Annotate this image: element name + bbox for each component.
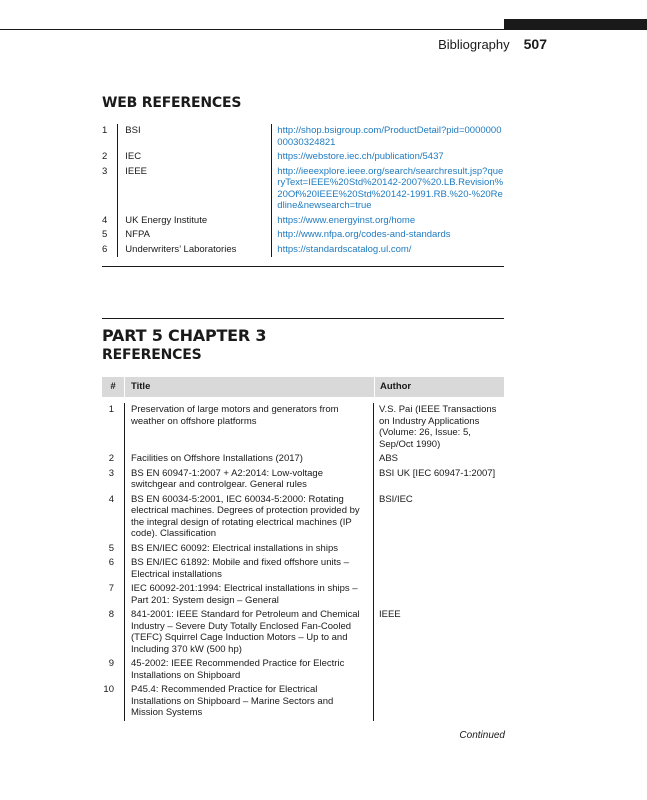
table-row [102,608,504,657]
table-row [102,150,504,165]
table-row [102,683,504,721]
organization: BSI [118,124,272,150]
reference-link[interactable]: https://webstore.iec.ch/publication/5437 [277,151,444,162]
reference-link[interactable]: https://standardscatalog.ul.com/ [277,243,412,255]
reference-author: BSI/IEC [379,493,413,505]
reference-author [374,683,505,721]
row-number: 9 [102,657,125,683]
row-number: 1 [102,124,118,150]
reference-title: Preservation of large motors and generators from weather on offshore platforms [125,403,374,452]
references-table [102,403,504,721]
page-number: 507 [523,36,547,52]
table-row [102,542,504,557]
row-number: 5 [102,542,125,557]
header-rule [0,29,647,30]
table-row [102,493,504,542]
running-head [438,36,547,52]
organization: NFPA [118,228,272,243]
reference-author [374,556,505,582]
reference-link[interactable]: https://www.energyinst.org/home [277,214,416,226]
reference-author: BSI UK [IEC 60947-1:2007] [379,467,496,479]
column-header-number: # [102,377,125,397]
table-row [102,452,504,467]
row-number: 5 [102,228,118,243]
table-row [102,243,504,258]
part-heading: PART 5 CHAPTER 3 [102,326,267,345]
continued-note: Continued [459,730,505,741]
reference-title: BS EN/IEC 61892: Mobile and fixed offshore units – Electrical installations [125,556,374,582]
reference-title: BS EN 60947-1:2007 + A2:2014: Low-voltage switchgear and controlgear. General rules [125,467,374,493]
reference-link[interactable]: http://www.nfpa.org/codes-and-standards [277,229,451,240]
row-number: 6 [102,243,118,258]
table-row [102,165,504,214]
column-header-title: Title [125,377,375,397]
references-table-header [102,377,504,397]
references-heading: REFERENCES [102,347,202,363]
reference-title: BS EN/IEC 60092: Electrical installations in ships [125,542,374,557]
header-bar [504,19,647,29]
reference-author: V.S. Pai (IEEE Transactions on Industry Applications (Volume: 26, Issue: 5, Sep/Oct 1990) [379,404,497,450]
organization: IEEE [118,165,272,214]
table-row [102,214,504,229]
organization: Underwriters’ Laboratories [118,243,272,258]
reference-title: 841-2001: IEEE Standard for Petroleum and Chemical Industry – Severe Duty Totally Enclosed Fan-Cooled (TEFC) Squirrel Cage Induction Motors – Up to and Including 370 kW (500 hp) [125,608,374,657]
row-number: 8 [102,608,125,657]
table-row [102,657,504,683]
row-number: 4 [102,214,118,229]
row-number: 10 [102,683,125,721]
reference-author: IEEE [379,609,401,620]
table-row [102,556,504,582]
row-number: 3 [102,467,125,493]
table-row [102,403,504,452]
reference-author [374,582,505,608]
row-number: 3 [102,165,118,214]
web-table-bottom-rule [102,266,504,267]
reference-author [374,542,505,557]
table-row [102,124,504,150]
row-number: 2 [102,150,118,165]
running-head-title: Bibliography [438,37,510,52]
organization: UK Energy Institute [118,214,272,229]
reference-author [374,657,505,683]
table-row [102,228,504,243]
row-number: 7 [102,582,125,608]
web-references-table [102,124,504,257]
part-rule [102,318,504,319]
table-row [102,467,504,493]
row-number: 4 [102,493,125,542]
reference-title: 45-2002: IEEE Recommended Practice for Electric Installations on Shipboard [125,657,374,683]
table-row [102,582,504,608]
reference-author: ABS [379,453,399,464]
organization: IEC [118,150,272,165]
reference-title: BS EN 60034-5:2001, IEC 60034-5:2000: Rotating electrical machines. Degrees of protection provided by the integral design of rotating electrical machines (IP code). Classification [125,493,374,542]
row-number: 2 [102,452,125,467]
row-number: 1 [102,403,125,452]
reference-title: IEC 60092-201:1994: Electrical installations in ships – Part 201: System design – General [125,582,374,608]
reference-title: Facilities on Offshore Installations (2017) [125,452,374,467]
reference-link[interactable]: http://shop.bsigroup.com/ProductDetail?pid=000000000030324821 [277,125,502,148]
reference-link[interactable]: http://ieeexplore.ieee.org/search/searchresult.jsp?queryText=IEEE%20Std%20142-2007%20.LB.Revision%20Of%20IEEE%20Std%20142-1991.RB.%20-%20Redline&newsearch=true [277,165,504,211]
column-header-author: Author [380,381,412,392]
reference-title: P45.4: Recommended Practice for Electrical Installations on Shipboard – Marine Sectors and Mission Systems [125,683,374,721]
row-number: 6 [102,556,125,582]
web-references-heading: WEB REFERENCES [102,95,242,111]
